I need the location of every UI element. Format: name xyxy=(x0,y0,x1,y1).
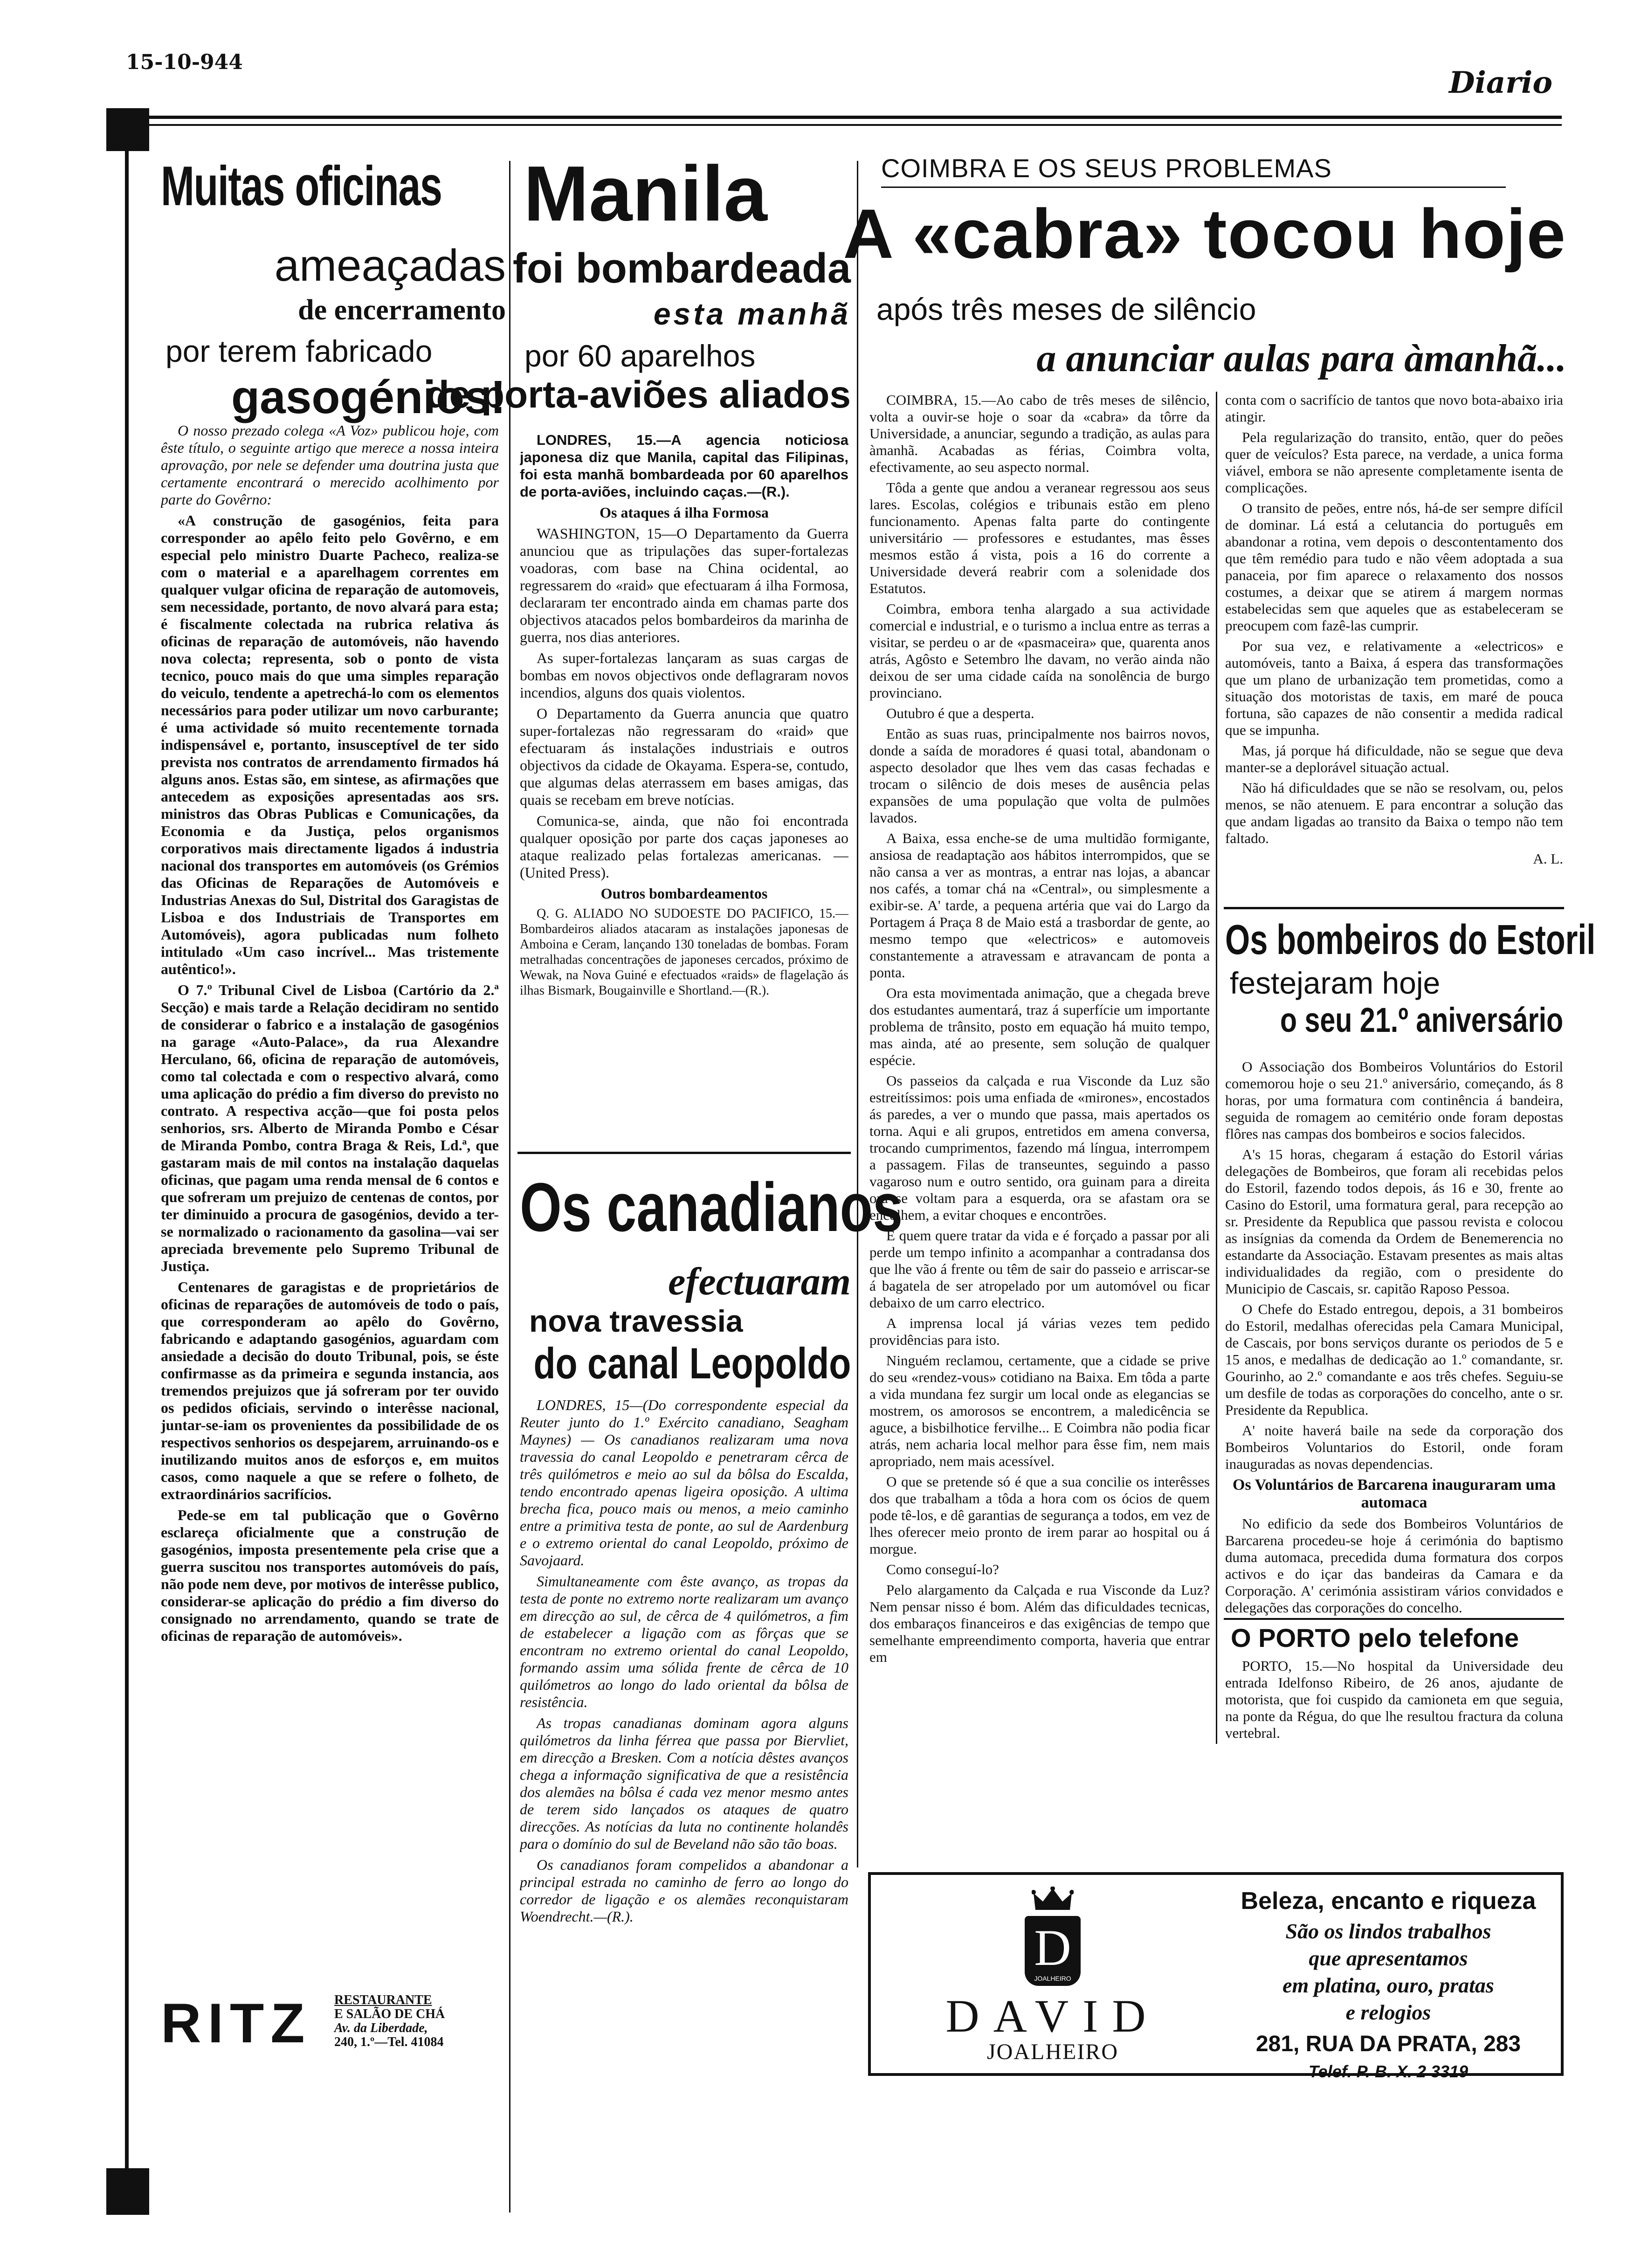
oficinas-line4: por terem fabricado xyxy=(165,334,433,368)
cabra-col1-para-14: Pelo alargamento da Calçada e rua Visconde da Luz? Nem pensar nisso é bom. Além das dificuldades tecnicas, dos embaraços financeiros e das exigências de tempo que semelhante empreendimento comporta, haveria que entrar em xyxy=(869,1582,1210,1665)
cabra-col2-para-5: Mas, já porque há dificuldade, não se segue que deva manter-se a deplorável situação actual. xyxy=(1225,742,1563,775)
oficinas-line2: ameaçadas xyxy=(274,241,506,290)
david-logo-crown xyxy=(1032,1887,1074,1912)
cabra-col1-para-5: Então as suas ruas, principalmente nos bairros novos, donde a saída de moradores é quasi total, abandonam o aspecto desolador que lhes vem das casas fechadas e trocam o silêncio de dois meses de ausência pelas expansões de uma população que volta de pulmões lavados. xyxy=(869,726,1210,826)
bombeiros-para-3: O Chefe do Estado entregou, depois, a 31 bombeiros do Estoril, medalhas oferecidas pela Camara Municipal, de Cascais, por bons serviços durante os periodos de 5 e 15 anos, e medalhas de dedicação ao 1.º comandante, sr. Gourinho, ao 2.º comandante e aos três chefes. Seguiu-se um desfile de todas as corporações do concelho, ante o sr. Presidente da Republica. xyxy=(1225,1301,1563,1418)
cabra-col1-para-12: O que se pretende só é que a sua concilie os interêsses dos que trabalham a tôda a hora com os ócios de quem pode tê-los, e dê garantias de segurança a todos, em vez de lhes oferecer meio pronto de irem parar ao hospital ou á morgue. xyxy=(869,1473,1210,1557)
oficinas-intro: O nosso prezado colega «A Voz» publicou hoje, com êste título, o seguinte artigo que merece a nossa inteira aprovação, por nele se defender uma doutrina justa que certamente encontrará o merecido acolhimento por parte do Govêrno: xyxy=(161,422,499,508)
header-rule-bottom xyxy=(149,124,1562,126)
ritz-line4: 240, 1.º—Tel. 41084 xyxy=(334,2035,444,2049)
david-line3: que apresentamos xyxy=(1309,1946,1468,1970)
manila-line3: esta manhã xyxy=(653,297,851,331)
column-divider-3 xyxy=(1216,392,1217,1744)
cabra-col1-para-1: COIMBRA, 15.—Ao cabo de três meses de silêncio, volta a ouvir-se hoje o soar da «cabra» da tôrre da Universidade, a anunciar, segundo a tradição, as aulas para àmanhã. Acabadas as férias, Coimbra volta, efectivamente, ao seu aspecto normal. xyxy=(869,392,1210,475)
cabra-col2-para-1: conta com o sacrifício de tantos que novo bota-abaixo iria atingir. xyxy=(1225,392,1563,425)
cabra-col1-para-8: Os passeios da calçada e rua Visconde da Luz são estreitíssimos: pois uma enfiada de «mirones», encostados ás paredes, a ver o mundo que passa, mais apertados os torna. Aqui e ali grupos, entretidos em amena conversa, trocando cumprimentos, fazendo má língua, interrompem a passagem. Filas de transeuntes, seguindo a passo vagaroso num e outro sentido, ora guinam para a direita ora se voltam para a esquerda, ora se afastam ora se encolhem, a evitar choques e encontrões. xyxy=(869,1072,1210,1223)
canadianos-para-1: LONDRES, 15—(Do correspondente especial da Reuter junto do 1.º Exército canadiano, Seagham Maynes) — Os canadianos realizaram uma nova travessia do canal Leopoldo e penetraram cêrca de três quilómetros e meio ao sul da bôlsa do Escalda, tendo encontrado apenas ligeira oposição. A ultima brecha fica, pouco mais ou menos, a meio caminho entre a primitiva testa de ponte, ao sul de Aardenburg e o extremo oriental do canal Leopoldo, próximo de Savojaard. xyxy=(520,1397,848,1569)
manila-sub2: Outros bombardeamentos xyxy=(600,885,768,902)
cabra-headline xyxy=(843,149,1566,394)
left-margin-block-bottom xyxy=(106,2168,149,2215)
bombeiros-line2: festejaram hoje xyxy=(1230,966,1441,1000)
cabra-col2-para-4: Por sua vez, e relativamente a «electricos» e automóveis, tanto a Baixa, á espera das transformações que um plano de urbanização tem prometidas, como a situação dos motoristas de taxis, em maré de pouca fortuna, são capazes de não consentir a medida radical que se impunha. xyxy=(1225,638,1563,738)
bombeiros-para-1: O Associação dos Bombeiros Voluntários do Estoril comemorou hoje o seu 21.º aniversário, começando, ás 8 horas, por uma formatura com continência á bandeira, seguida de romagem ao cemitério onde foram depostas flôres nas campas dos bombeiros e socios falecidos. xyxy=(1225,1058,1563,1142)
cabra-col1-para-6: A Baixa, essa enche-se de uma multidão formigante, ansiosa de readaptação aos hábitos interrompidos, que se não cansa a ver as montras, a entrar nas lojas, a abancar nos cafés, a tomar chá na «Central», ou simplesmente a exibir-se. A' tarde, a pequena artéria que vai do Largo da Portagem á Praça 8 de Maio está a trasbordar de gente, ao mesmo tempo que «electricos» e automoveis constantemente a atravessam e atravancam de ponta a ponta. xyxy=(869,830,1210,981)
canadianos-body xyxy=(520,1397,848,2066)
cabra-col1-para-7: Ora esta movimentada animação, que a chegada breve dos estudantes aumentará, traz á superfície um importante problema de trânsito, posto em equação há muito tempo, mas ainda, até ao presente, sem solução de qualquer espécie. xyxy=(869,985,1210,1068)
ritz-line2: E SALÃO DE CHÁ xyxy=(334,2007,445,2021)
oficinas-para-2: O 7.º Tribunal Civel de Lisboa (Cartório da 2.ª Secção) e mais tarde a Relação decidiram no sentido de considerar o fabrico e a instalação de gasogénios na garage «Auto-Palace», da rua Alexandre Herculano, 66, oficina de reparação de automóveis, como tal colectada e com o respectivo alvará, como uma aplicação do prédio a fim diverso do previsto no contrato. A respectiva acção—que foi posta pelos senhorios, srs. Alberto de Miranda Pombo e César de Miranda Pombo, contra Braga & Reis, Ld.ª, que gastaram mais de mil contos na instalação daquelas oficinas, que pagam uma renda mensal de 6 contos e que sofreram um prejuizo de centenas de contos, por ter diminuido a procura de gasogénios, devido a ter-se normalizado o racionamento da gasolina—vai ser apreciada brevemente pelo Supremo Tribunal de Justiça. xyxy=(161,982,499,1274)
david-subtitle: JOALHEIRO xyxy=(987,2040,1118,2064)
david-logo-shield xyxy=(1025,1916,1081,1986)
david-text-block xyxy=(1225,1884,1551,2081)
david-line1: Beleza, encanto e riqueza xyxy=(1241,1888,1536,1915)
manila-headline xyxy=(426,149,851,422)
manila-title: Manila xyxy=(524,150,767,237)
manila-para-3: O Departamento da Guerra anuncia que quatro super-fortalezas não regressaram do «raid» que efectuaram ás instalações industriais e outros objectivos da cidade de Okayama. Espera-se, contudo, que algumas delas aterrassem em bases amigas, das quais se recebam em breve notícias. xyxy=(520,705,848,808)
cabra-line3: a anunciar aulas para àmanhã... xyxy=(1036,337,1566,380)
canadianos-headline xyxy=(520,1168,903,1392)
canadianos-para-3: As tropas canadianas dominam agora alguns quilómetros da linha férrea que passa por Biervliet, em direcção a Bresken. Com a notícia dêstes avanços chega a informação significativa de que a resistência dos alemães na bôlsa é cada vez menor mesmo antes de terem sido lançados os ataques de quatro direcções. As notícias da luta no continente holandês para o domínio do sul de Beveland não são tão boas. xyxy=(520,1715,848,1852)
david-name: DAVID xyxy=(945,1990,1160,2042)
cabra-body-col2 xyxy=(1225,392,1563,905)
canadianos-para-4: Os canadianos foram compelidos a abandonar a principal estrada no caminho de ferro ao longo do corredor de ligação e os alemães reconquistaram Woendrecht.—(R.). xyxy=(520,1856,848,1925)
bombeiros-end-rule xyxy=(1224,1618,1564,1620)
oficinas-para-4: Pede-se em tal publicação que o Govêrno esclareça oficialmente que a construção de gasogénios, imposta presentemente pela crise que a guerra suscitou nos transportes automóveis do país, não pode nem deve, por motivos de interêsse publico, considerar-se aplicação do prédio a fim diverso do consignado no arrendamento, quando se trate de oficinas de reparação de automóveis». xyxy=(161,1507,499,1644)
cabra-col1-para-11: Ninguém reclamou, certamente, que a cidade se prive do seu «rendez-vous» cotidiano na Baixa. Em tôda a parte a vida mundana fez surgir um local onde as elegancias se mostrem, os amorosos se encontrem, a maledicência se aguce, a bisbilhotice fervilhe... E Coimbra não podia ficar atrás, nem acharia local melhor para êsse fim, nem mais apropriado, nem mais acessível. xyxy=(869,1352,1210,1469)
left-margin-block xyxy=(106,108,149,151)
cabra-col1-para-4: Outubro é que a desperta. xyxy=(886,705,1034,721)
david-ad xyxy=(868,1872,1564,2081)
porto-title: O PORTO pelo telefone xyxy=(1231,1623,1519,1653)
oficinas-body xyxy=(161,422,499,1996)
ritz-ad xyxy=(161,1991,508,2066)
cabra-col2-para-3: O transito de peões, entre nós, há-de ser sempre difícil de dominar. Lá está a celutancia do português em abandonar a rotina, vem depois o descontentamento dos que têm remédio para tudo e não vêem adoptada a sua panaceia, por fim aparece o relaxamento dos nossos costumes, a deixar que se atirem á margem normas estabelecidas sem que aqueles que as estabeleceram se preocupem com fazê-las cumprir. xyxy=(1225,500,1563,634)
cabra-col1-para-2: Tôda a gente que andou a veranear regressou aos seus lares. Escolas, colégios e tribunais estão em pleno funcionamento. Apenas falta parte do contingente universitário — professores e estudantes, mas êsses mesmos estão á vista, pois a 16 do corrente a Universidade deverá reabrir com a solenidade dos Estatutos. xyxy=(869,479,1210,596)
page-date: 15-10-944 xyxy=(126,50,243,74)
oficinas-line3: de encerramento xyxy=(298,294,506,326)
cabra-col1-para-9: E quem quere tratar da vida e é forçado a passar por ali perde um tempo infinito a acompanhar a contradansa dos que lhe vão á frente ou têm de sair do passeio e arriscar-se á bagatela de ser atropelado por um automóvel ou ficar debaixo de um carro electrico. xyxy=(869,1227,1210,1311)
david-line4: em platina, ouro, pratas xyxy=(1282,1973,1494,1997)
cabra-col2-para-6: Não há dificuldades que se não se resolvam, ou, pelos menos, se não atenuem. E para encontrar a solução das que andam ligadas ao transito da Baixa o tempo não tem faltado. xyxy=(1225,780,1563,846)
porto-text: PORTO, 15.—No hospital da Universidade deu entrada Idelfonso Ribeiro, de 26 anos, ajudante de motorista, que foi cuspido da camioneta em que seguia, na ponte da Régua, do que lhe resultou fractura da coluna vertebral. xyxy=(1225,1658,1563,1741)
cabra-col1-para-3: Coimbra, embora tenha alargado a sua actividade comercial e industrial, e o turismo a inclua entre as terras a visitar, se perdeu o ar de «pasmaceira» que, quarenta anos atrás, Agôsto e Setembro lhe davam, no verão ainda não deixou de ser uma cidade caída na sonolência de burgo provinciano. xyxy=(869,601,1210,701)
oficinas-para-1: «A construção de gasogénios, feita para corresponder ao apêlo feito pelo Govêrno, e em especial pelo ministro Duarte Pacheco, realiza-se com o material e a aparelhagem correntes em qualquer vulgar oficina de reparação de automoveis, sem necessidade, portanto, de novo alvará para esta; é fiscalmente colectada na rubrica relativa ás oficinas de reparação de automóveis, não havendo nova colecta; representa, sob o ponto de vista tecnico, pouco mais do que uma simples reparação do veiculo, tendente a apetrechá-lo com os elementos necessários para poder utilizar um novo carburante; é uma actividade só muito recentemente tornada indispensável e, portanto, insusceptível de ter sido prevista nos contratos de arrendamento firmados há alguns anos. Estas são, em sintese, as afirmações que antecedem as exposições apresentadas aos srs. ministros das Obras Publicas e Comunicações, da Economia e da Justiça, pelos organismos corporativos mais directamente ligados á industria nacional dos transportes em automóveis (os Grémios das Oficinas de Reparações de Automóveis e Industrias Anexas do Sul, Distrital dos Garagistas de Lisboa e dos Industriais de Transportes em Automóveis), agora publicadas num folheto intitulado «Um caso incrível... Mas tristemente autêntico!». xyxy=(161,512,499,977)
bombeiros-sub-text: No edificio da sede dos Bombeiros Voluntários de Barcarena procedeu-se hoje á cerimónia do baptismo duma automaca, precedida duma formatura dos corpos activos e do içar das bandeiras da Camara e da Corporação. A' cerimónia assistiram vários convidados e delegações das corporações do concelho. xyxy=(1225,1515,1563,1616)
oficinas-line5: gasogénios! xyxy=(231,371,506,423)
canadianos-line3: nova travessia xyxy=(529,1304,743,1338)
left-margin-line xyxy=(125,149,129,2215)
cabra-col1-para-13: Como conseguí-lo? xyxy=(886,1561,999,1577)
manila-para-1: WASHINGTON, 15—O Departamento da Guerra anunciou que as tripulações das super-fortalezas voadoras, com base na China ocidental, ao regressarem do «raid» que efectuaram á ilha Formosa, declararam ter encontrado ainda em chamas parte dos objectivos atacados pelos bombardeiros da marinha de guerra, nos dias anteriores. xyxy=(520,525,848,645)
cabra-kicker: COIMBRA E OS SEUS PROBLEMAS xyxy=(881,153,1332,183)
manila-lead: LONDRES, 15.—A agencia noticiosa japonesa diz que Manila, capital das Filipinas, foi esta manhã bombardeada por 60 aparelhos de porta-aviões, incluindo caças.—(R.). xyxy=(520,432,848,500)
david-phone: Telef. P. B. X. 2 3319 xyxy=(1308,2062,1469,2081)
header-rule-top xyxy=(149,116,1562,119)
bombeiros-body xyxy=(1225,1058,1563,1618)
cabra-title: A «cabra» tocou hoje xyxy=(843,194,1566,273)
ritz-name: RITZ xyxy=(161,1992,311,2054)
cabra-col2-para-2: Pela regularização do transito, então, quer do peões quer de veículos? Esta parece, na verdade, a unica forma viável, embora se não apresente completamente isenta de complicações. xyxy=(1225,429,1563,496)
manila-para-2: As super-fortalezas lançaram as suas cargas de bombas em novos objectivos onde deflagraram novos incendios, alguns dos quais violentos. xyxy=(520,650,848,701)
ritz-line1: RESTAURANTE xyxy=(334,1993,432,2007)
manila-line5: de porta-aviões aliados xyxy=(426,373,851,416)
newspaper-name: Diario xyxy=(1449,65,1552,100)
david-line5: e relogios xyxy=(1345,2000,1431,2024)
david-logo-letter: D xyxy=(1034,1919,1071,1976)
manila-body xyxy=(520,431,848,1135)
canadianos-title: Os canadianos xyxy=(520,1169,903,1246)
bombeiros-para-2: A's 15 horas, chegaram á estação do Estoril várias delegações de Bombeiros, que foram ali recebidas pelos do Estoril, fazendo todos depois, ás 16 e 30, frente ao Casino do Estoril, uma formatura geral, para recepção ao sr. Presidente da Republica que passou revista e colocou as insígnias da comenda da Ordem de Benemerencia no estandarte da Associação. Estavam presentes as mais altas individualidades da região, com o presidente do Municipio de Cascais, sr. capitão Raposo Pessoa. xyxy=(1225,1146,1563,1297)
cabra-kicker-underline xyxy=(881,187,1506,188)
canadianos-para-2: Simultaneamente com êste avanço, as tropas da testa de ponte no extremo norte realizaram um avanço em direcção ao sul, de cêrca de 4 quilómetros, a fim de estabelecer a ligação com as fôrças que se encontram no extremo oriental do canal Leopoldo, formando assim uma sólida frente de cêrca de 10 quilómetros ao longo do lado oriental da bôlsa de resistência. xyxy=(520,1573,848,1710)
david-line2: São os lindos trabalhos xyxy=(1285,1919,1491,1943)
canadianos-line2: efectuaram xyxy=(668,1260,851,1303)
oficinas-title: Muitas oficinas xyxy=(161,155,442,217)
bombeiros-title: Os bombeiros do Estoril xyxy=(1225,917,1596,963)
david-address: 281, RUA DA PRATA, 283 xyxy=(1255,2032,1521,2056)
oficinas-para-3: Centenares de garagistas e de proprietários de oficinas de reparações de automóveis de todo o país, que corresponderam ao apêlo do Govêrno, fabricando e adaptando gasogénios, aguardam com ansiedade a decisão do douto Tribunal, pois, se éste confirmasse as da primeira e segunda instancia, aos tremendos prejuizos que já sofreram por ter ouvido os pedidos oficiais, servindo o interêsse nacional, juntar-se-iam os provenientes da possibilidade de os respectivos senhorios os despejarem, arruinando-os e inutilizando muitos anos de esforços e, em muitos casos, como naquele a que se refere o folheto, de extraordinários sacrifícios. xyxy=(161,1279,499,1502)
bombeiros-para-4: A' noite haverá baile na sede da corporação dos Bombeiros Voluntarios do Estoril, onde foram inauguradas as novas dependencias. xyxy=(1225,1422,1563,1472)
bombeiros-line3: o seu 21.º aniversário xyxy=(1280,1001,1563,1039)
canadianos-line4: do canal Leopoldo xyxy=(533,1339,851,1388)
porto-body xyxy=(1225,1658,1563,1746)
column-divider-1 xyxy=(509,161,510,2213)
david-logo-caption: JOALHEIRO xyxy=(1034,1975,1071,1982)
column-divider-2 xyxy=(857,161,858,1867)
cabra-signature: A. L. xyxy=(1533,850,1563,867)
cabra-line2: após três meses de silêncio xyxy=(876,292,1256,326)
manila-last: Q. G. ALIADO NO SUDOESTE DO PACIFICO, 15.—Bombardeiros aliados atacaram as instalações japonesas de Amboina e Ceram, lançando 130 toneladas de bombas. Foram metralhadas concentrações de japoneses cercados, próximo de Wewak, na Nova Guiné e efectuados «raids» de flagelação ás ilhas Bismark, Bougainville e Shortland.—(R.). xyxy=(520,906,848,998)
bombeiros-sub: Os Voluntários de Barcarena inauguraram uma automaca xyxy=(1233,1476,1556,1511)
cabra-body-col1 xyxy=(869,392,1210,1744)
manila-sub1: Os ataques á ilha Formosa xyxy=(600,504,769,521)
manila-line2: foi bombardeada xyxy=(512,245,851,292)
manila-line4: por 60 aparelhos xyxy=(524,339,756,373)
bombeiros-headline xyxy=(1225,916,1596,1049)
cabra-col1-para-10: A imprensa local já várias vezes tem pedido providências para isto. xyxy=(869,1315,1210,1348)
manila-para-4: Comunica-se, ainda, que não foi encontrada qualquer oposição por parte dos caças japoneses ao ataque realizado pelas fortalezas americanas. — (United Press). xyxy=(520,812,848,881)
manila-end-rule xyxy=(517,1152,851,1154)
ritz-line3: Av. da Liberdade, xyxy=(334,2021,428,2035)
cabra-end-rule xyxy=(1224,907,1564,909)
crown-icon xyxy=(1032,1887,1074,1912)
